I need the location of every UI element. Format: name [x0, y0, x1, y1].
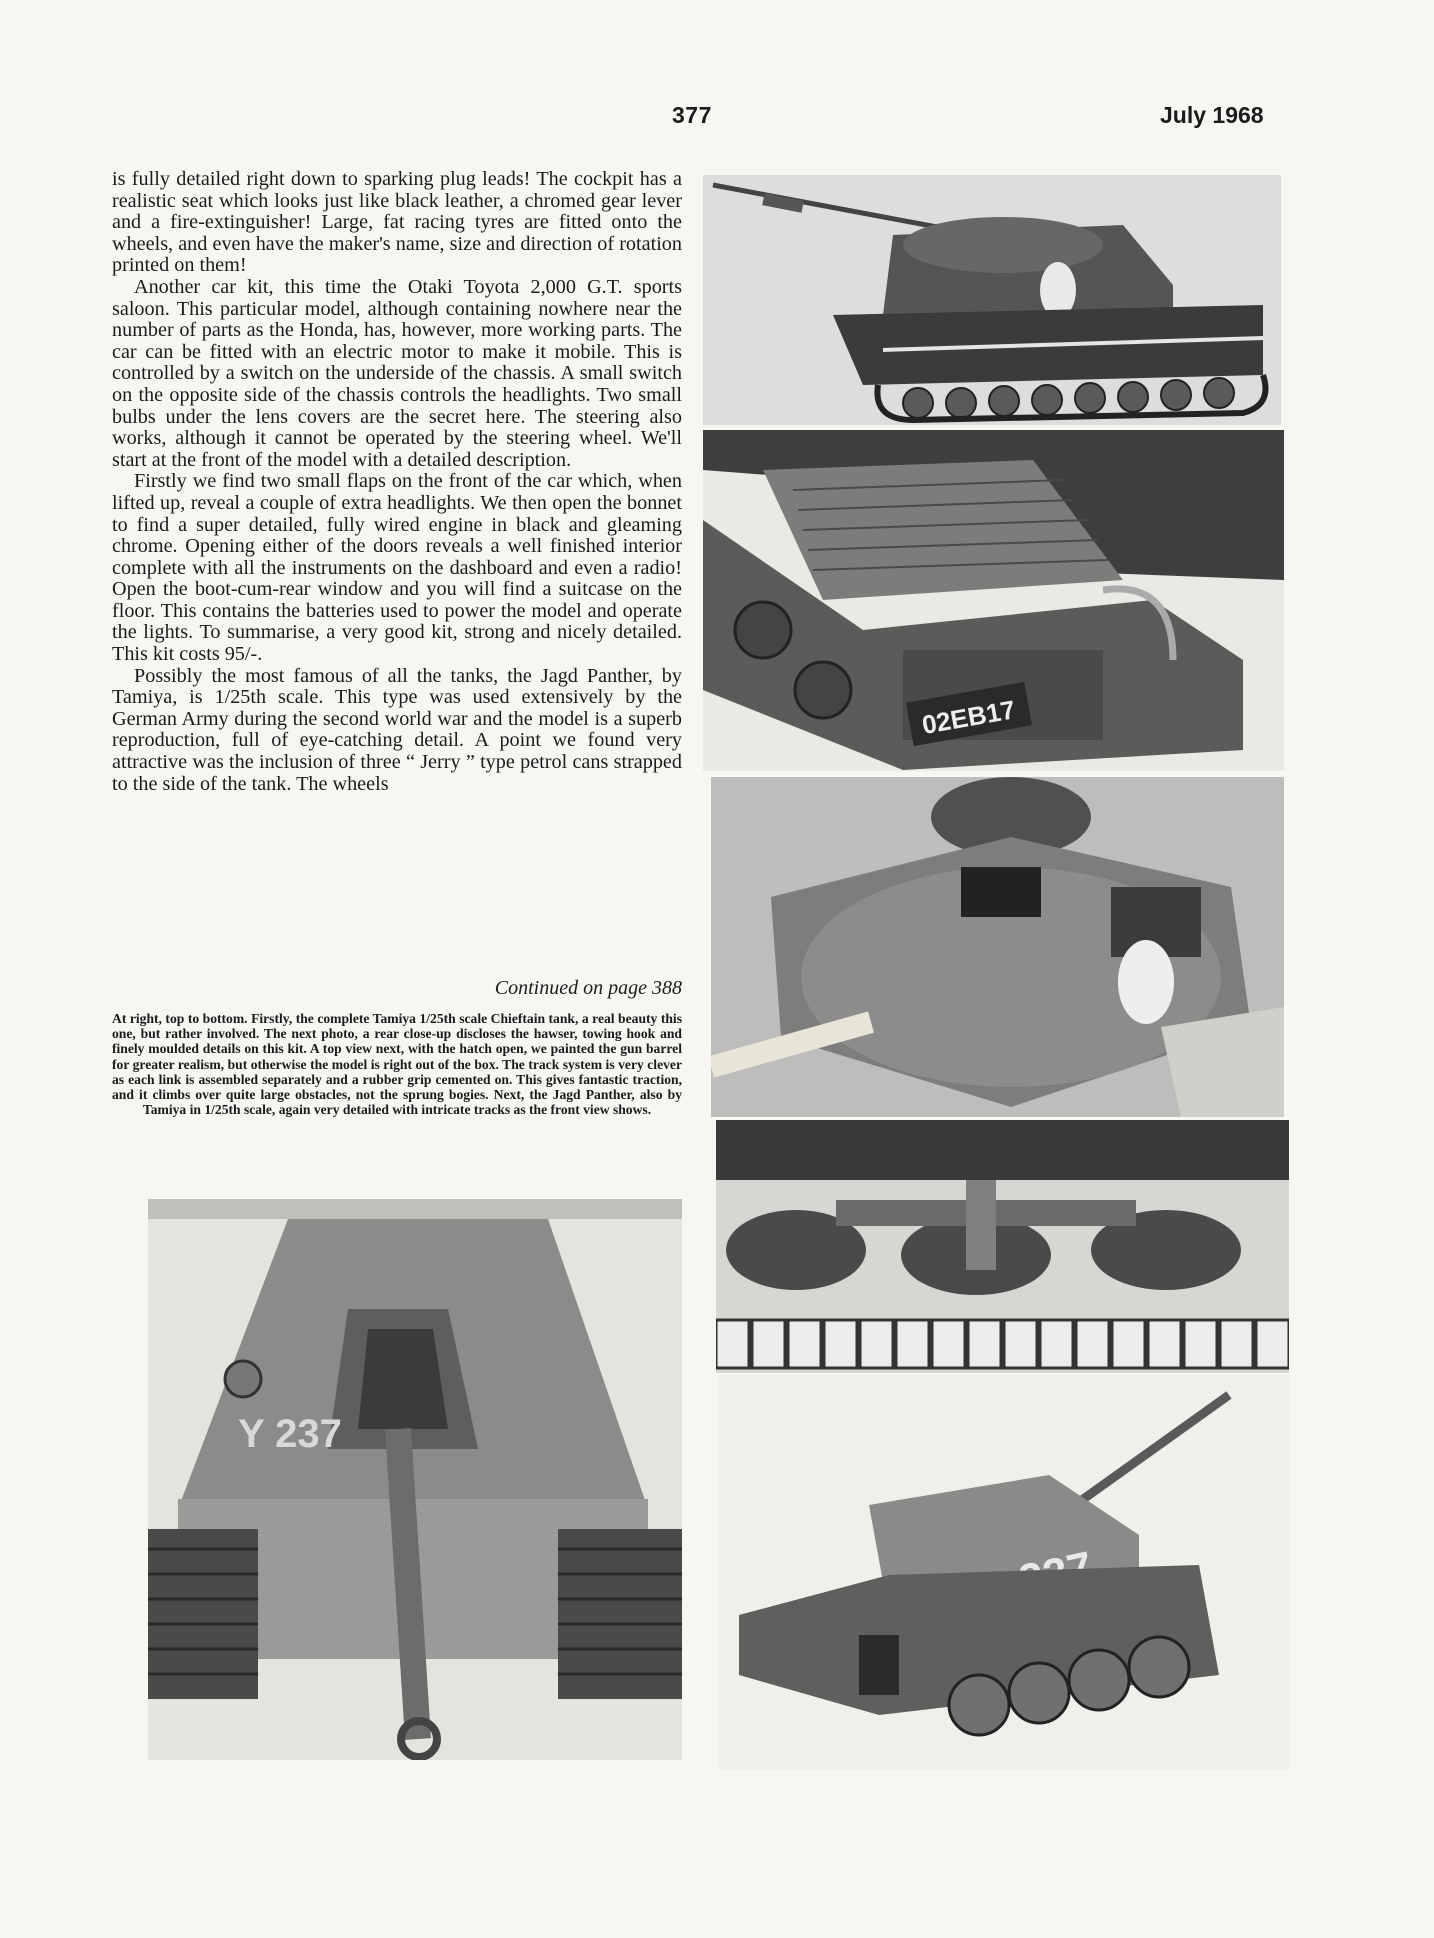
photo-caption: At right, top to bottom. Firstly, the complete Tamiya 1/25th scale Chieftain tank, a real beauty this one, but rather involved. The next photo, a rear close-up discloses the hawser, towing hook and finely moulded details on this kit. A top view next, with the hatch open, we painted the gun barrel for greater realism, but otherwise the model is right out of the box. The track system is very clever as each link is assembled separately and a rubber grip cemented on. This gives fantastic traction, and it climbs over quite large obstacles, not the sprung bogies. Next, the Jagd Panther, also by Tamiya in 1/25th scale, again very detailed with intricate tracks as the front view shows.	[112, 1011, 682, 1118]
page-number: 377	[672, 102, 712, 128]
article-paragraph: Possibly the most famous of all the tanks, the Jagd Panther, by Tamiya, is 1/25th scale. This type was used extensively by the German Army during the second world war and the model is a superb reproduction, full of eye-catching detail. A point we found very attractive was the inclusion of three “ Jerry ” type petrol cans strapped to the side of the tank. The wheels	[112, 664, 682, 795]
photo-jagd-panther-front	[148, 1199, 682, 1760]
photo-chieftain-tank	[703, 175, 1281, 425]
issue-date: July 1968	[1160, 102, 1264, 128]
photo-track-system	[716, 1120, 1289, 1373]
photo-top-view	[711, 777, 1284, 1117]
article-paragraph: Firstly we find two small flaps on the front of the car which, when lifted up, reveal a couple of extra headlights. We then open the bonnet to find a super detailed, fully wired engine in black and gleaming chrome. Opening either of the doors reveals a well finished interior complete with all the instruments on the dashboard and even a radio! Open the boot-cum-rear window and you will find a suitcase on the floor. This contains the batteries used to power the model and operate the lights. To summarise, a very good kit, strong and nicely detailed. This kit costs 95/-.	[112, 470, 682, 666]
front-markings-text: Y 237	[238, 1412, 342, 1456]
article-paragraph: is fully detailed right down to sparking plug leads! The cockpit has a realistic seat which looks just like black leather, a chromed gear lever and a fire-extinguisher! Large, fat racing tyres are fitted onto the wheels, and even have the maker's name, size and direction of rotation printed on them!	[112, 168, 682, 277]
rear-plate-text: 02EB17	[919, 694, 1018, 741]
article-body	[112, 169, 682, 795]
photo-jagd-panther-side	[719, 1375, 1290, 1770]
article-paragraph: Another car kit, this time the Otaki Toyota 2,000 G.T. sports saloon. This particular model, although containing nowhere near the number of parts as the Honda, has, however, more working parts. The car can be fitted with an electric motor to make it mobile. This is controlled by a switch on the underside of the chassis. A small switch on the opposite side of the chassis controls the headlights. Two small bulbs under the lens covers are the secret here. The steering also works, although it cannot be operated by the steering wheel. We'll start at the front of the model with a detailed description.	[112, 275, 682, 471]
photo-rear-closeup	[703, 430, 1284, 771]
continued-note: Continued on page 388	[494, 977, 682, 999]
